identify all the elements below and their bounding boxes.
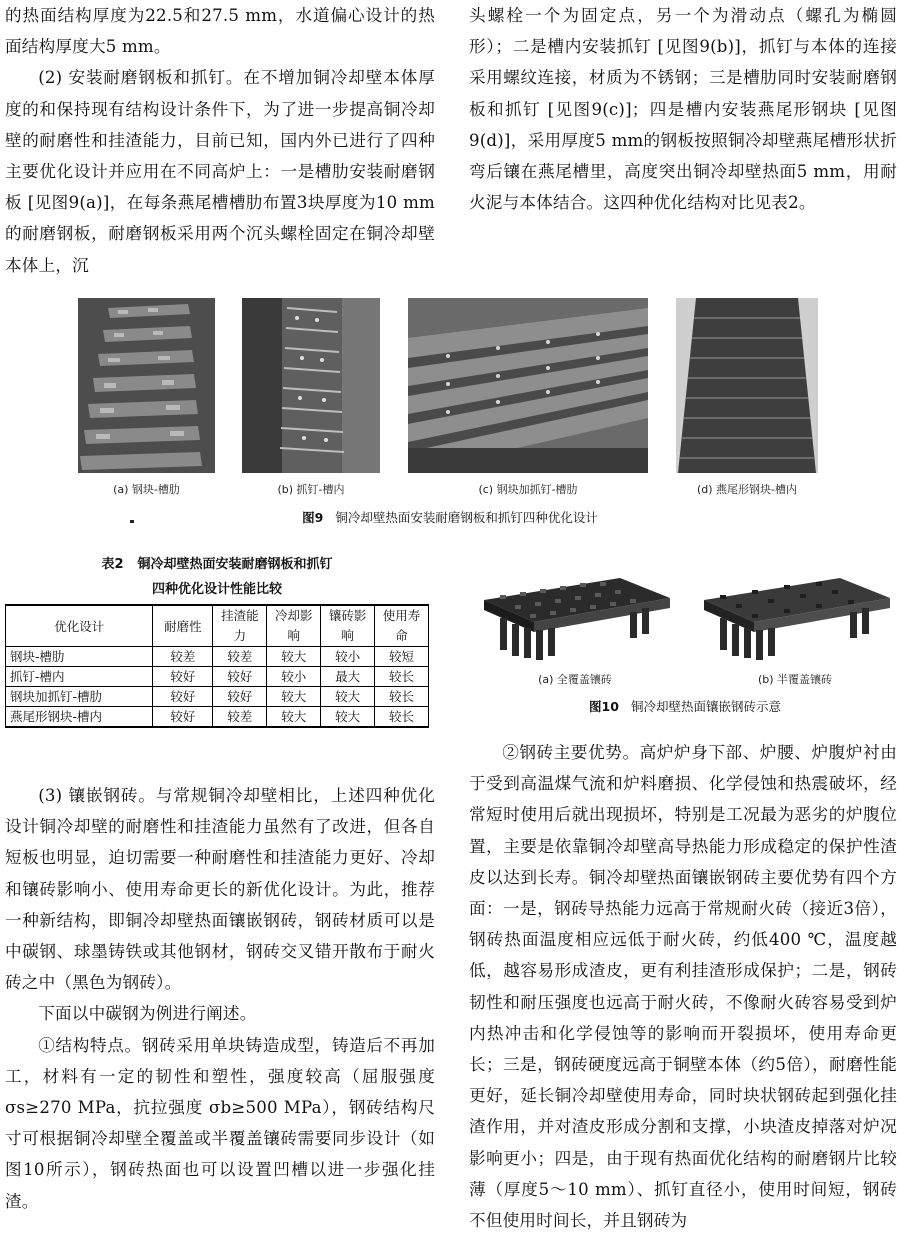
figure9c-photo (408, 298, 648, 473)
table-header: 优化设计 (6, 605, 153, 647)
table-cell: 较好 (213, 687, 267, 707)
table-cell: 较长 (375, 667, 429, 687)
paragraph-advantages: ②钢砖主要优势。高炉炉身下部、炉腰、炉腹炉衬由于受到高温煤气流和炉料磨损、化学侵蚀和热震破坏，经常短时使用后就出现损坏，特别是工况最为恶劣的炉腹位置，主要是依靠铜冷却壁高导热能力形成稳定的保护性渣皮以达到长寿。铜冷却壁热面镶嵌钢砖主要优势有四个方面：一是，钢砖导热能力远高于常规耐火砖（接近3倍），钢砖热面温度相应远低于耐火砖，约低400 ℃，温度越低，越容易形成渣皮，更有利挂渣形成保护；二是，钢砖韧性和耐压强度也远高于耐火砖，不像耐火砖容易受到炉内热冲击和化学侵蚀等的影响而开裂损坏，使用寿命更长；三是，钢砖硬度远高于铜壁本体（约5倍），耐磨性能更好，延长铜冷却壁使用寿命，同时块状钢砖起到强化挂渣作用，并对渣皮形成分割和支撑，小块渣皮掉落对炉况影响更小；四是，由于现有热面优化结构的耐磨钢片比较薄（厚度5～10 mm）、抓钉直径小，使用时间短，钢砖不但使用时间长，并且钢砖为 (469, 743, 897, 1231)
table-cell: 较大 (321, 687, 375, 707)
table-cell: 钢块加抓钉-槽肋 (6, 687, 153, 707)
table-cell: 较大 (267, 707, 321, 728)
table-cell: 较小 (321, 647, 375, 667)
left-column-top (5, 0, 435, 281)
figure10-caption (470, 697, 900, 715)
figure9a-photo (78, 298, 215, 473)
figure10b-render (690, 560, 900, 665)
table-row (6, 687, 429, 707)
table-cell: 较长 (375, 707, 429, 728)
table-header: 冷却影响 (267, 605, 321, 647)
table-cell: 较差 (213, 707, 267, 728)
figure9d-photo (676, 298, 818, 473)
stray-mark (130, 520, 134, 523)
figure9c-subcaption: (c) 钢块加抓钉-槽肋 (478, 483, 578, 496)
figure10b-subcaption: (b) 半覆盖镶砖 (757, 673, 833, 686)
figure9d-subcaption: (d) 燕尾形钢块-槽内 (696, 483, 798, 496)
table-row (6, 707, 429, 728)
figure9b-subcaption: (b) 抓钉-槽内 (277, 483, 345, 496)
right-column-bottom (469, 737, 897, 1236)
figure9-caption-text: 铜冷却壁热面安装耐磨钢板和抓钉四种优化设计 (335, 510, 598, 525)
table-cell: 较差 (153, 647, 213, 667)
figure10-caption-text: 铜冷却壁热面镶嵌钢砖示意 (630, 699, 781, 714)
table2-label: 表2 (101, 557, 124, 572)
table-cell: 较大 (267, 647, 321, 667)
table-cell: 抓钉-槽内 (6, 667, 153, 687)
table2-caption (5, 553, 429, 572)
figure9-label: 图9 (302, 510, 324, 525)
left-column-bottom (5, 780, 435, 1217)
table-header: 挂渣能力 (213, 605, 267, 647)
table-cell: 燕尾形钢块-槽内 (6, 707, 153, 728)
paragraph-continued: 的热面结构厚度为22.5和27.5 mm，水道偏心设计的热面结构厚度大5 mm。 (5, 6, 435, 57)
table-row (6, 647, 429, 667)
figure9a-subcaption: (a) 钢块-槽肋 (113, 483, 180, 496)
table-cell: 较差 (213, 647, 267, 667)
table-row (6, 667, 429, 687)
paragraph-steel-brick: (3) 镶嵌钢砖。与常规铜冷却壁相比，上述四种优化设计铜冷却壁的耐磨性和挂渣能力虽然有了改进，但各自短板也明显，迫切需要一种耐磨性和挂渣能力更好、冷却和镶砖影响小、使用寿命更长的新优化设计。为此，推荐一种新结构，即铜冷却壁热面镶嵌钢砖，钢砖材质可以是中碳钢、球墨铸铁或其他钢材，钢砖交叉错开散布于耐火砖之中（黑色为钢砖）。 (5, 786, 435, 993)
figure9-caption (150, 508, 750, 526)
figure10-label: 图10 (589, 699, 619, 714)
table-header: 镶砖影响 (321, 605, 375, 647)
paragraph-optimization-designs: 头螺栓一个为固定点，另一个为滑动点（螺孔为椭圆形）；二是槽内安装抓钉 [见图9(b)]，抓钉与本体的连接采用螺纹连接，材质为不锈钢；三是槽肋同时安装耐磨钢板和抓钉 [见图9(c)]；四是槽内安装燕尾形钢块 [见图9(d)]，采用厚度5 mm的钢板按照铜冷却壁燕尾槽形状折弯后镶在燕尾槽里，高度突出铜冷却壁热面5 mm，用耐火泥与本体结合。这四种优化结构对比见表2。 (469, 6, 897, 213)
table-header: 使用寿命 (375, 605, 429, 647)
figure10a-subcaption: (a) 全覆盖镶砖 (538, 673, 612, 686)
table-cell: 较大 (267, 687, 321, 707)
paragraph-example-intro: 下面以中碳钢为例进行阐述。 (38, 1004, 257, 1024)
figure10a-render (470, 560, 680, 665)
right-column-top (469, 0, 897, 218)
table-cell: 较好 (153, 667, 213, 687)
table2-title-line1: 铜冷却壁热面安装耐磨钢板和抓钉 (137, 557, 333, 572)
table-cell: 较长 (375, 687, 429, 707)
figure9b-photo (242, 298, 380, 473)
table-cell: 较好 (153, 687, 213, 707)
table2 (5, 604, 429, 728)
table-cell: 较好 (153, 707, 213, 728)
table-header-row (6, 605, 429, 647)
table-cell: 较小 (267, 667, 321, 687)
paragraph-wear-plates: (2) 安装耐磨钢板和抓钉。在不增加铜冷却壁本体厚度的和保持现有结构设计条件下，为了进一步提高铜冷却壁的耐磨性和挂渣能力，目前已知，国内外已进行了四种主要优化设计并应用在不同高炉上：一是槽肋安装耐磨钢板 [见图9(a)]，在每条燕尾槽槽肋布置3块厚度为10 mm的耐磨钢板，耐磨钢板采用两个沉头螺栓固定在铜冷却壁本体上，沉 (5, 68, 435, 275)
table-cell: 较大 (321, 707, 375, 728)
table-cell: 最大 (321, 667, 375, 687)
table-header: 耐磨性 (153, 605, 213, 647)
table-cell: 较好 (213, 667, 267, 687)
table-cell: 较短 (375, 647, 429, 667)
table-cell: 钢块-槽肋 (6, 647, 153, 667)
table2-title-line2: 四种优化设计性能比较 (151, 582, 282, 597)
paragraph-structure: ①结构特点。钢砖采用单块铸造成型，铸造后不再加工，材料有一定的韧性和塑性，强度较高（屈服强度 σs≥270 MPa，抗拉强度 σb≥500 MPa），钢砖结构尺寸可根据铜冷却壁全覆盖或半覆盖镶砖需要同步设计（如图10所示），钢砖热面也可以设置凹槽以进一步强化挂渣。 (5, 1035, 435, 1211)
